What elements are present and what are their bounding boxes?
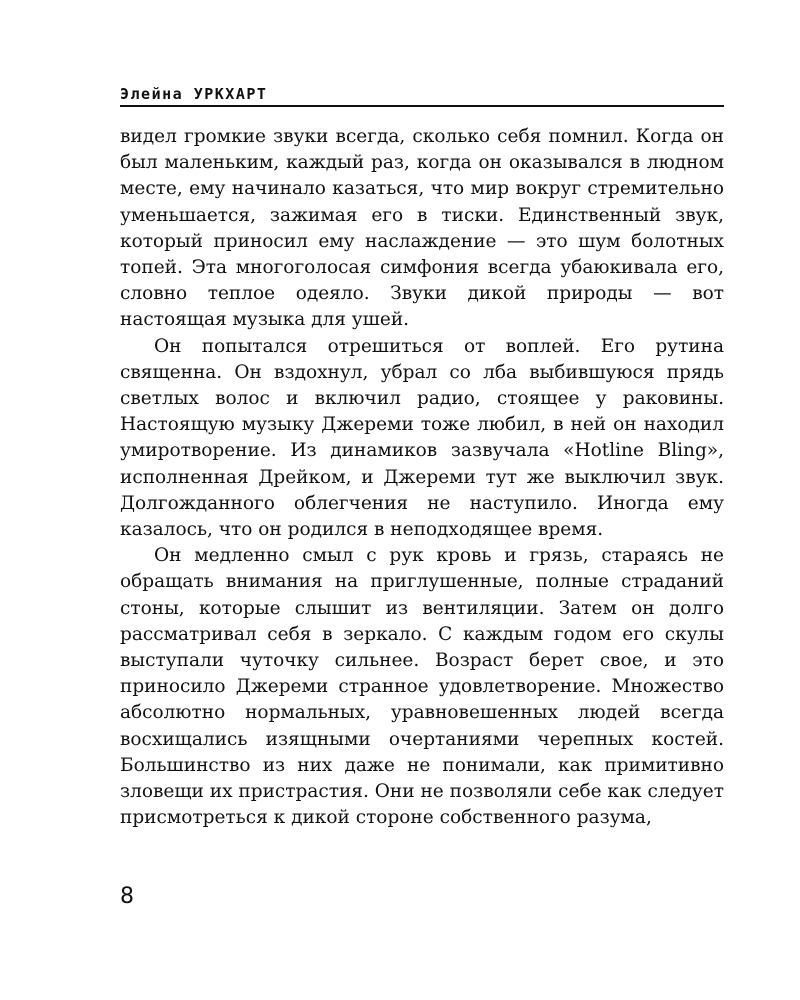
page-number: 8 <box>120 884 134 909</box>
header-rule <box>120 105 724 107</box>
running-head-title: Элейна УРКХАРТ <box>120 85 268 103</box>
running-header <box>120 84 724 104</box>
paragraph-3: Он медленно смыл с рук кровь и грязь, стараясь не обращать внимания на приглушенные, полные страданий стоны, которые слышит из вентиляции. Затем он долго рассматривал себя в зеркало. С каждым годом его скулы выступали чуточку сильнее. Возраст берет свое, и это приносило Джереми странное удовлетворение. Множество абсолютно нормальных, уравновешенных людей всегда восхищались изящными очертаниями черепных костей. Большинство из них даже не понимали, как примитивно зловещи их пристрастия. Они не позволяли себе как следует присмотреться к дикой стороне собственного разума, <box>120 545 724 829</box>
page-body <box>120 124 724 831</box>
paragraph-1: видел громкие звуки всегда, сколько себя помнил. Когда он был маленьким, каждый раз, когда он оказывался в людном месте, ему начинало казаться, что мир вокруг стремительно уменьшается, зажимая его в тиски. Единственный звук, который приносил ему наслаждение — это шум болотных топей. Эта многоголосая симфония всегда убаюкивала его, словно теплое одеяло. Звуки дикой природы — вот настоящая музыка для ушей. <box>120 126 724 331</box>
paragraph-2: Он попытался отрешиться от воплей. Его рутина священна. Он вздохнул, убрал со лба выбившуюся прядь светлых волос и включил радио, стоящее у раковины. Настоящую музыку Джереми тоже любил, в ней он находил умиротворение. Из динамиков зазвучала «Hotline Bling», исполненная Дрейком, и Джереми тут же выключил звук. Долгожданного облегчения не наступило. Иногда ему казалось, что он родился в неподходящее время. <box>120 335 724 541</box>
